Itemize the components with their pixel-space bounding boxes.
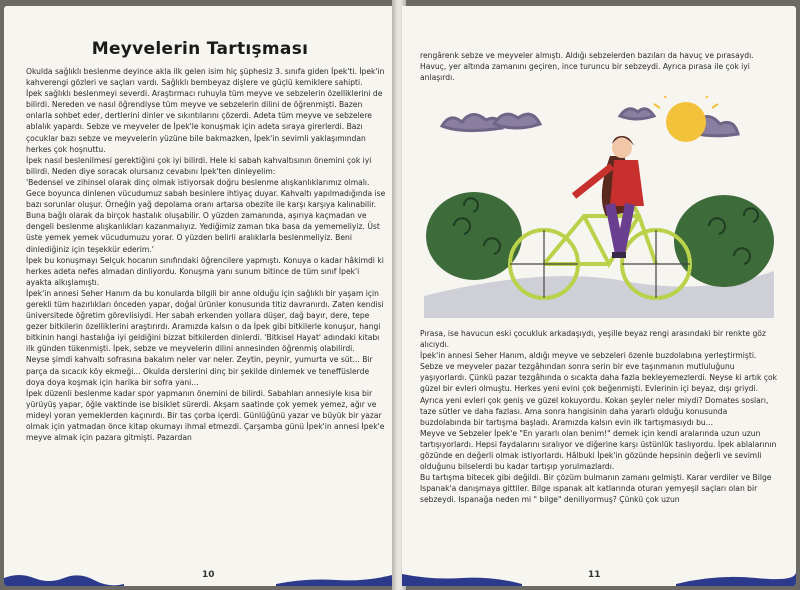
right-page	[402, 6, 796, 586]
page-number: 11	[588, 570, 601, 580]
wave-decoration-icon	[402, 572, 522, 586]
page-number: 10	[202, 570, 215, 580]
paragraph: Okulda sağlıklı beslenme deyince akla ilk gelen isim hiç şüphesiz 3. sınıfa giden İpek'ti. İpek'in kahverengi gözleri ve saçları vardı. Sağlıklı bembeyaz dişlere ve güçlü kemiklere sahipti.	[26, 67, 385, 88]
story-title: Meyvelerin Tartışması	[91, 39, 309, 59]
wave-decoration-icon	[676, 572, 796, 586]
right-page-top-text	[420, 50, 776, 83]
paragraph: İpek bu konuşmayı Selçuk hocanın sınıfındaki öğrencilere yapmıştı. Konuya o kadar hâkimdi ki herkes adeta nefes almadan dinliyordu. Konuşma yanı sunum bitince de tüm sınıf İpek'i ayakta alkışlamıştı.	[26, 255, 384, 287]
left-page-text	[26, 66, 386, 443]
paragraph: Neyse şimdi kahvaltı sofrasına bakalım neler var neler. Zeytin, peynir, yumurta ve süt... Bir parça da sıcacık köy ekmeği... Okulda derslerini dinç bir şekilde dinlemek ve teneffüslerde doya doya koşmak için harika bir sofra yani...	[26, 355, 373, 387]
paragraph: İpek'in annesi Seher Hanım, aldığı meyve ve sebzeleri özenle buzdolabına yerleştirmişti. Sebze ve meyveler pazar tezgâhından sonra serin bir eve taşınmanın mutluluğunu yaşıyorlardı. Çünkü pazar tezgâhında o sıcakta daha fazla bekleyemezlerdi. Neyse ki artık çok güzel bir evleri olmuştu. Herkes yeni evini çok beğenmişti. Evlerinin içi beyaz, dışı griydi. Ayrıca yeni evleri çok geniş ve güzel kokuyordu. Kokan şeyler neler miydi? Domates sosları, taze sütler ve daha fazlası. Ama sonra hangisinin daha yararlı olduğu konusunda buzdolabında bir tartışma başladı. Aramızda kalsın evin ilk tartışmasıydı bu...	[420, 351, 778, 427]
paragraph: 'Bedensel ve zihinsel olarak dinç olmak istiyorsak doğru beslenme alışkanlıklarımız olmalı. Gece boyunca dinlenen vücudumuz sabah besinlere ihtiyaç duyar. Kahvaltı yapılmadığında ise bazı sorunlar oluşur. Örneğin yağ depolama oranı artarsa obezite ile karşı karşıya kalınabilir. Buna bağlı olarak da birçok hastalık oluşabilir. O yüzden zamanında, aşırıya kaçmadan ve dengeli beslenme alışkanlıkları kazanmalıyız. Yediğimiz zaman tıka basa da yememeliyiz. Üst üste yemek yemek vücudumuzu yorar. O yüzden belirli aralıklarla beslenmeliyiz. Beni dinlediğiniz için teşekkür ederim.'	[26, 177, 386, 254]
wave-decoration-icon	[276, 572, 396, 586]
paragraph: Pırasa, ise havucun eski çocukluk arkadaşıydı, yeşille beyaz rengi arasındaki bir renkte göz alıcıydı.	[420, 329, 766, 350]
wave-decoration-icon	[4, 572, 124, 586]
girl-riding-bicycle-illustration	[424, 96, 774, 318]
paragraph: rengârenk sebze ve meyveler almıştı. Aldığı sebzelerden bazıları da havuç ve pırasaydı. Havuç, yer altında zamanını geçiren, ince turuncu bir sebzeydi. Ayrıca pırasa ile çok iyi anlaşırdı.	[420, 51, 754, 83]
paragraph: İpek'in annesi Seher Hanım da bu konularda bilgili bir anne olduğu için sağlıklı bir yaşam için gerekli tüm hazırlıkları önceden yapar, doğal ürünler konusunda titiz davranırdı. Zaten kendisi üniversitede öğretim görevlisiydi. Her sabah erkenden yollara düşer, dağ bayır, dere, tepe gezer bitkilerin özelliklerini araştırırdı. Aramızda kalsın o da İpek gibi bitkilerle konuşur, hangi bitkinin hangi hastalığa iyi geldiğini bizzat bitkilerden dinlerdi. 'Bitkisel Hayat' adındaki kitabı ilk günden tükenmişti. İpek, sebze ve meyvelerin dilini annesinden öğrenmiş olabilirdi.	[26, 288, 384, 354]
paragraph: Bu tartışma bitecek gibi değildi. Bir çözüm bulmanın zamanı gelmişti. Karar verdiler ve Bilge Ispanak'a danışmaya gittiler. Bilge ıspanak alt katlarında oturan yemyeşil saçları olan bir sebzeydi. Ispanağa neden mi " bilge" deniliyormuş? Çünkü çok uzun	[420, 473, 772, 505]
paragraph: İpek nasıl beslenilmesi gerektiğini çok iyi bilirdi. Hele ki sabah kahvaltısının önemini çok iyi bilirdi. Neden diye soracak olursanız cevabını İpek'ten dinleyelim:	[26, 155, 372, 176]
paragraph: İpek düzenli beslenme kadar spor yapmanın önemini de bilirdi. Sabahları annesiyle kısa bir yürüyüş yapar, öğle vaktinde ise bisiklet sürerdi. Akşam saatinde çok yemek yemez, ağır ve mideyi yoran yemeklerden kaçınırdı. Bir tas çorba içerdi. Günlüğünü yazar ve büyük bir yazar olmak için yatmadan önce kitap okumayı ihmal etmezdi. Çarşamba günü İpek'in annesi İpek'e meyve almak için pazara gitmişti. Pazardan	[26, 388, 385, 443]
paragraph: Meyve ve Sebzeler İpek'e "En yararlı olan benim!" demek için kendi aralarında uzun uzun tartışıyorlardı. Hepsi faydalarını sıralıyor ve diğerine karşı üstünlük taslıyordu. İpek ablalarının gözünde en değerli olmak istiyorlardı. Hâlbuki İpek'in gözünde hepsinin değerli ve sevimli olduğunu bilselerdi bu kadar tartışıp yorulmazlardı.	[420, 428, 777, 472]
left-page	[4, 6, 396, 586]
paragraph: İpek sağlıklı beslenmeyi severdi. Araştırmacı ruhuyla tüm meyve ve sebzelerin özelliklerini de bilirdi. Nereden ve nasıl öğrendiyse tüm meyve ve sebzelerin dilini de öğrenmişti. Bazen onlarla sohbet eder, dertlerini dinler ve sıkıntılarını çözerdi. Adeta tüm meyve ve sebzelere ablalık yapardı. Sebze ve meyveler de İpek'le konuşmak için adeta sıraya girerlerdi. Bazı çocuklar bazı sebze ve meyvelerin yüzüne bile bakmazken, İpek'in sevimli yaklaşımından herkes çok hoşnuttu.	[26, 89, 383, 154]
right-page-text	[420, 328, 778, 506]
